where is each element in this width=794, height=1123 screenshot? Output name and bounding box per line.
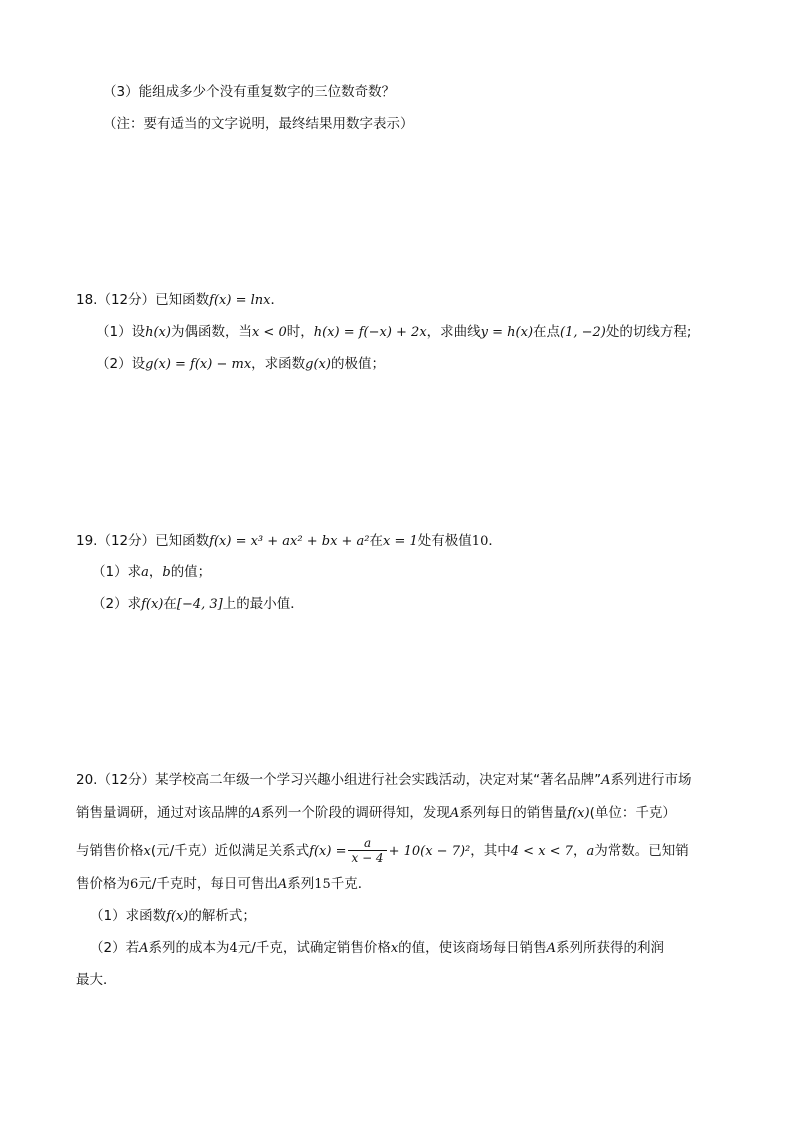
q18-part2: （2）设g(x) = f(x) − mx，求函数g(x)的极值； <box>96 356 385 372</box>
q20-line2: 销售量调研，通过对该品牌的A系列一个阶段的调研得知，发现A系列每日的销售量f(x)(单位：千克） <box>76 805 676 821</box>
q19-part2: （2）求f(x)在[−4, 3]上的最小值． <box>92 596 304 612</box>
q19-part1: （1）求a，b的值； <box>92 564 212 580</box>
fraction-a-over-x-minus-4: $\frac{a}{x - 4}$ <box>348 836 386 865</box>
q20-line3: 与销售价格x(元/千克）近似满足关系式f(x) = $\frac{a}{x - 4}$ + 10(x − 7)²，其中4 < x < 7，a为常数。已知销 <box>76 835 689 865</box>
q20-line4: 售价格为6元/千克时，每日可售出A系列15千克． <box>76 876 372 892</box>
q18-part1: （1）设h(x)为偶函数，当x < 0时，h(x) = f(−x) + 2x，求曲线y = h(x)在点(1, −2)处的切线方程; <box>96 324 692 340</box>
q19-heading: 19.（12分）已知函数f(x) = x³ + ax² + bx + a²在x = 1处有极值10． <box>76 533 502 549</box>
q18-heading: 18.（12分）已知函数f(x) = lnx． <box>76 292 284 308</box>
q20-part1: （1）求函数f(x)的解析式； <box>90 908 256 924</box>
q20-line1: 20.（12分）某学校高二年级一个学习兴趣小组进行社会实践活动，决定对某“著名品牌”A系列进行市场 <box>76 772 692 788</box>
q20-part2-cont: 最大． <box>76 972 117 988</box>
q20-part2: （2）若A系列的成本为4元/千克，试确定销售价格x的值，使该商场每日销售A系列所获得的利润 <box>90 940 665 956</box>
q17-part3: （3）能组成多少个没有重复数字的三位数奇数？ <box>103 84 396 100</box>
q17-note: （注：要有适当的文字说明，最终结果用数字表示） <box>103 116 414 132</box>
